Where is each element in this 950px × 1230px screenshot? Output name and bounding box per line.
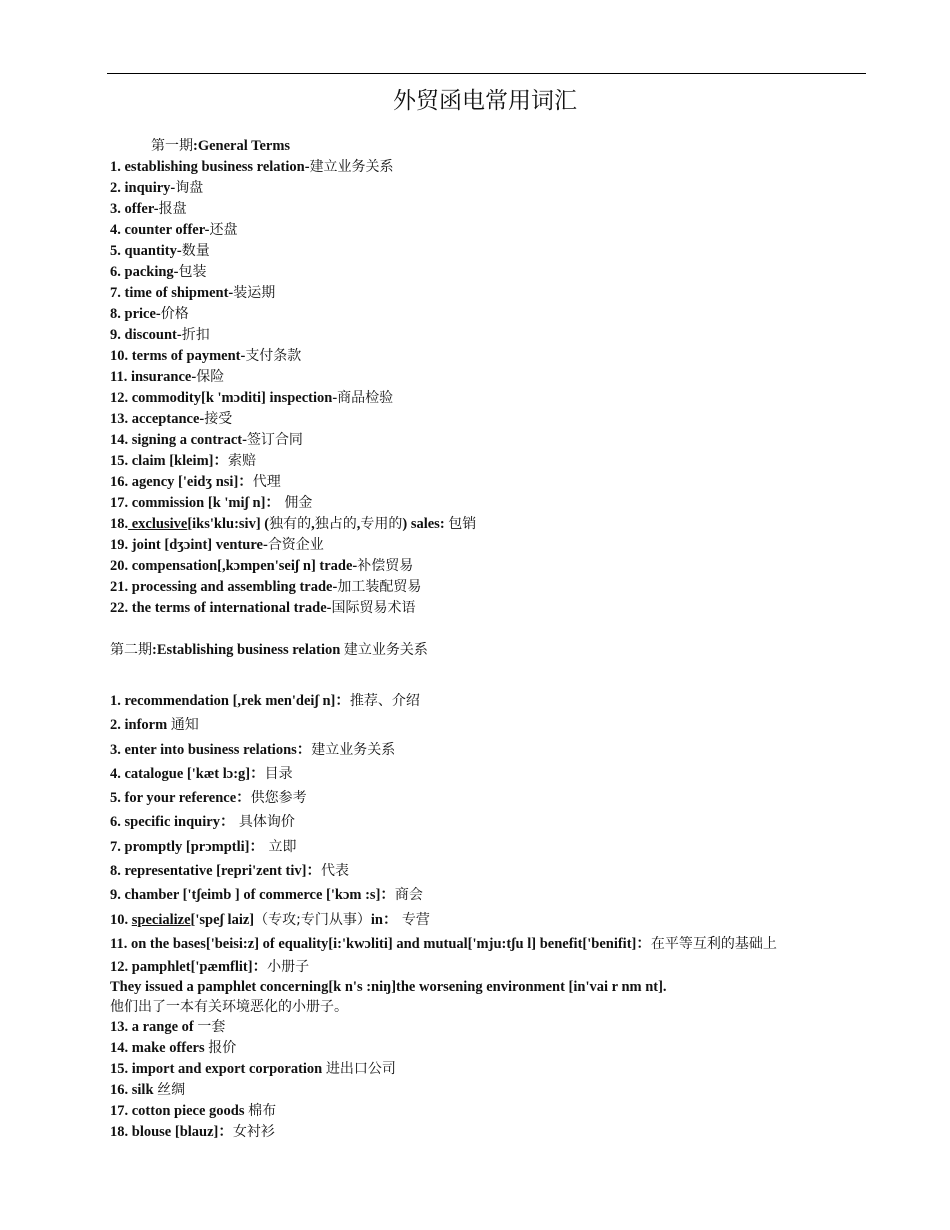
section-1-heading xyxy=(110,136,862,157)
list-item: 15. import and export corporation 进出口公司 xyxy=(110,1060,396,1077)
list-item: 14. make offers 报价 xyxy=(110,1039,237,1056)
list-item: 1. establishing business relation-建立业务关系 xyxy=(110,159,394,175)
list-item: 16. silk 丝绸 xyxy=(110,1081,186,1098)
list-item: 15. claim [kleim]：索赔 xyxy=(110,453,256,469)
list-item: 11. insurance-保险 xyxy=(110,369,225,385)
section-1-heading-en: :General Terms xyxy=(193,138,291,154)
underlined-term: exclusive xyxy=(128,516,188,532)
example-sentence-cn: 他们出了一本有关环境恶化的小册子。 xyxy=(110,998,348,1015)
list-item: 17. cotton piece goods 棉布 xyxy=(110,1102,277,1119)
list-item: 9. discount-折扣 xyxy=(110,327,210,343)
list-item: 1. recommendation [,rek men'deiʃ n]：推荐、介绍 xyxy=(110,693,420,709)
list-item: 20. compensation[,kɔmpen'seiʃ n] trade-补偿贸易 xyxy=(110,558,414,574)
list-item: 21. processing and assembling trade-加工装配贸易 xyxy=(110,579,422,595)
list-item: 2. inquiry-询盘 xyxy=(110,180,204,196)
list-item: 17. commission [k 'miʃ n]： 佣金 xyxy=(110,495,313,511)
list-item: 5. for your reference：供您参考 xyxy=(110,790,307,807)
list-item: 6. specific inquiry： 具体询价 xyxy=(110,814,295,831)
section-2-list-continued xyxy=(110,1017,862,1143)
list-item: 16. agency ['eidʒ nsi]：代理 xyxy=(110,474,281,490)
list-item: 18. blouse [blauz]：女衬衫 xyxy=(110,1123,275,1140)
list-item: 4. catalogue ['kæt lɔ:g]：目录 xyxy=(110,765,293,782)
list-item: 13. acceptance-接受 xyxy=(110,411,233,427)
list-item: 6. packing-包装 xyxy=(110,264,207,280)
document-title: 外贸函电常用词汇 xyxy=(393,88,577,115)
list-item: 4. counter offer-还盘 xyxy=(110,222,238,238)
list-item: 14. signing a contract-签订合同 xyxy=(110,432,303,448)
underlined-term: specialize xyxy=(131,911,191,928)
list-item: 11. on the bases['beisi:z] of equality[i:'kwɔliti] and mutual['mju:tʃu l] benefit['benifit]：在平等互利的基础上 xyxy=(110,935,777,952)
section-2-heading: 第二期:Establishing business relation 建立业务关系 xyxy=(110,642,428,658)
document-body xyxy=(110,136,862,1143)
section-1-heading-cn: 第一期 xyxy=(151,138,193,154)
list-item: 8. representative [repri'zent tiv]：代表 xyxy=(110,863,349,880)
list-item: 3. enter into business relations：建立业务关系 xyxy=(110,741,396,758)
list-item: 13. a range of 一套 xyxy=(110,1018,226,1035)
list-item: 19. joint [dʒɔint] venture-合资企业 xyxy=(110,537,324,553)
list-item: 2. inform 通知 xyxy=(110,717,199,734)
list-item: 18. exclusive[iks'klu:siv] (独有的,独占的,专用的) sales: 包销 xyxy=(110,516,477,532)
list-item: 12. commodity[k 'mɔditi] inspection-商品检验 xyxy=(110,390,394,406)
list-item: 10. terms of payment-支付条款 xyxy=(110,348,302,364)
list-item: 10. specialize['speʃ laiz]（专攻;专门从事）in： 专营 xyxy=(110,911,430,928)
list-item: 12. pamphlet['pæmflit]：小册子 xyxy=(110,958,310,975)
list-item: 22. the terms of international trade-国际贸易术语 xyxy=(110,600,416,616)
section-1-list xyxy=(110,157,862,619)
list-item: 9. chamber ['tʃeimb ] of commerce ['kɔm :s]：商会 xyxy=(110,887,423,904)
list-item: 3. offer-报盘 xyxy=(110,201,187,217)
example-sentence-en: They issued a pamphlet concerning[k n's :niŋ]the worsening environment [in'vai r nm nt]. xyxy=(110,978,667,995)
list-item: 5. quantity-数量 xyxy=(110,243,210,259)
list-item: 8. price-价格 xyxy=(110,306,189,322)
list-item: 7. promptly [prɔmptli]： 立即 xyxy=(110,838,297,855)
list-item: 7. time of shipment-装运期 xyxy=(110,285,276,301)
header-rule xyxy=(107,73,866,74)
section-2-list xyxy=(110,689,862,1017)
